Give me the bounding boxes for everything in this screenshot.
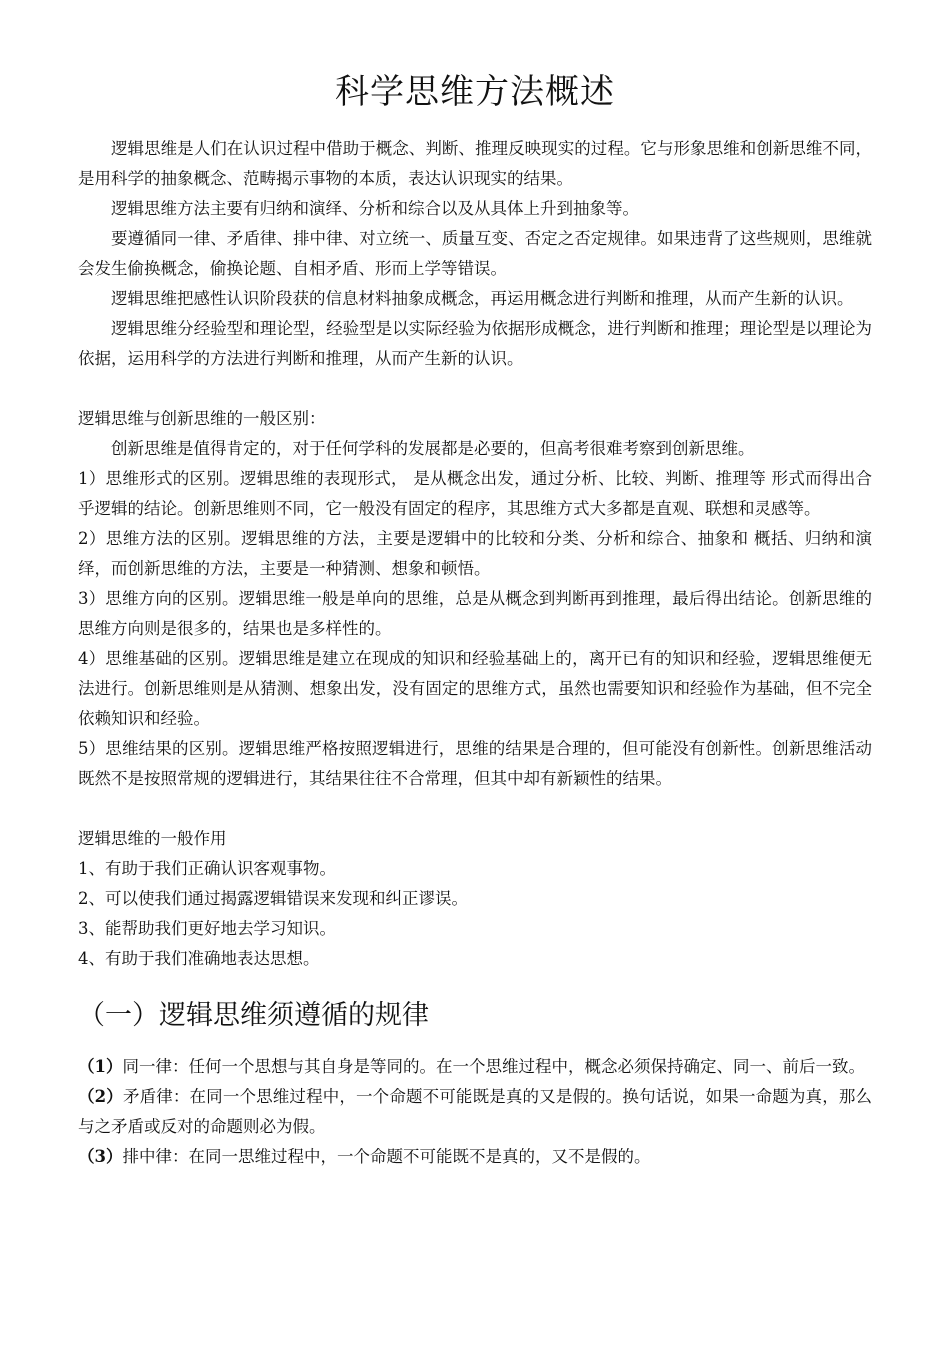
function-heading: 逻辑思维的一般作用 xyxy=(78,829,227,848)
intro-paragraph: 逻辑思维方法主要有归纳和演绎、分析和综合以及从具体上升到抽象等。 xyxy=(111,199,639,218)
difference-item: 3）思维方向的区别。逻辑思维一般是单向的思维，总是从概念到判断再到推理，最后得出结论。创新思维的思维方向则是很多的，结果也是多样性的。 xyxy=(78,589,872,638)
law-item xyxy=(78,1082,872,1142)
law-text: 排中律：在同一思维过程中，一个命题不可能既不是真的，又不是假的。 xyxy=(122,1147,651,1166)
difference-heading: 逻辑思维与创新思维的一般区别： xyxy=(78,409,326,428)
law-number: （3） xyxy=(78,1147,123,1166)
function-item: 3、能帮助我们更好地去学习知识。 xyxy=(78,919,336,938)
law-item xyxy=(78,1052,872,1082)
law-item xyxy=(78,1142,872,1172)
spacer xyxy=(78,794,872,824)
law-number: （2） xyxy=(78,1087,123,1106)
intro-paragraph: 逻辑思维分经验型和理论型，经验型是以实际经验为依据形成概念，进行判断和推理；理论型是以理论为依据，运用科学的方法进行判断和推理，从而产生新的认识。 xyxy=(78,319,872,368)
intro-paragraph: 逻辑思维是人们在认识过程中借助于概念、判断、推理反映现实的过程。它与形象思维和创新思维不同，是用科学的抽象概念、范畴揭示事物的本质，表达认识现实的结果。 xyxy=(78,139,872,188)
difference-item: 4）思维基础的区别。逻辑思维是建立在现成的知识和经验基础上的，离开已有的知识和经验，逻辑思维便无法进行。创新思维则是从猜测、想象出发，没有固定的思维方式，虽然也需要知识和经验作为基础，但不完全依赖知识和经验。 xyxy=(78,649,872,728)
law-text: 矛盾律：在同一个思维过程中，一个命题不可能既是真的又是假的。换句话说，如果一命题为真，那么与之矛盾或反对的命题则必为假。 xyxy=(78,1087,873,1136)
page-title: 科学思维方法概述 xyxy=(335,72,615,112)
law-number: （1） xyxy=(78,1057,123,1076)
spacer xyxy=(78,374,872,404)
law-text: 同一律：任何一个思想与其自身是等同的。在一个思维过程中，概念必须保持确定、同一、前后一致。 xyxy=(122,1057,865,1076)
difference-item: 5）思维结果的区别。逻辑思维严格按照逻辑进行，思维的结果是合理的，但可能没有创新性。创新思维活动既然不是按照常规的逻辑进行，其结果往往不合常理，但其中却有新颖性的结果。 xyxy=(78,739,872,788)
difference-item: 2）思维方法的区别。逻辑思维的方法，主要是逻辑中的比较和分类、分析和综合、抽象和 概括、归纳和演绎，而创新思维的方法，主要是一种猜测、想象和顿悟。 xyxy=(78,529,872,578)
difference-item: 1）思维形式的区别。逻辑思维的表现形式， 是从概念出发，通过分析、比较、判断、推理等 形式而得出合乎逻辑的结论。创新思维则不同，它一般没有固定的程序，其思维方式大多都是直观、联想和灵感等。 xyxy=(78,469,872,518)
intro-paragraph: 要遵循同一律、矛盾律、排中律、对立统一、质量互变、否定之否定规律。如果违背了这些规则，思维就会发生偷换概念，偷换论题、自相矛盾、形而上学等错误。 xyxy=(78,229,872,278)
function-item: 4、有助于我们准确地表达思想。 xyxy=(78,949,320,968)
section-title: （一）逻辑思维须遵循的规律 xyxy=(78,1000,429,1031)
intro-paragraph: 逻辑思维把感性认识阶段获的信息材料抽象成概念，再运用概念进行判断和推理，从而产生新的认识。 xyxy=(111,289,854,308)
difference-lead: 创新思维是值得肯定的，对于任何学科的发展都是必要的，但高考很难考察到创新思维。 xyxy=(111,439,755,458)
function-item: 2、可以使我们通过揭露逻辑错误来发现和纠正谬误。 xyxy=(78,889,468,908)
function-item: 1、有助于我们正确认识客观事物。 xyxy=(78,859,336,878)
